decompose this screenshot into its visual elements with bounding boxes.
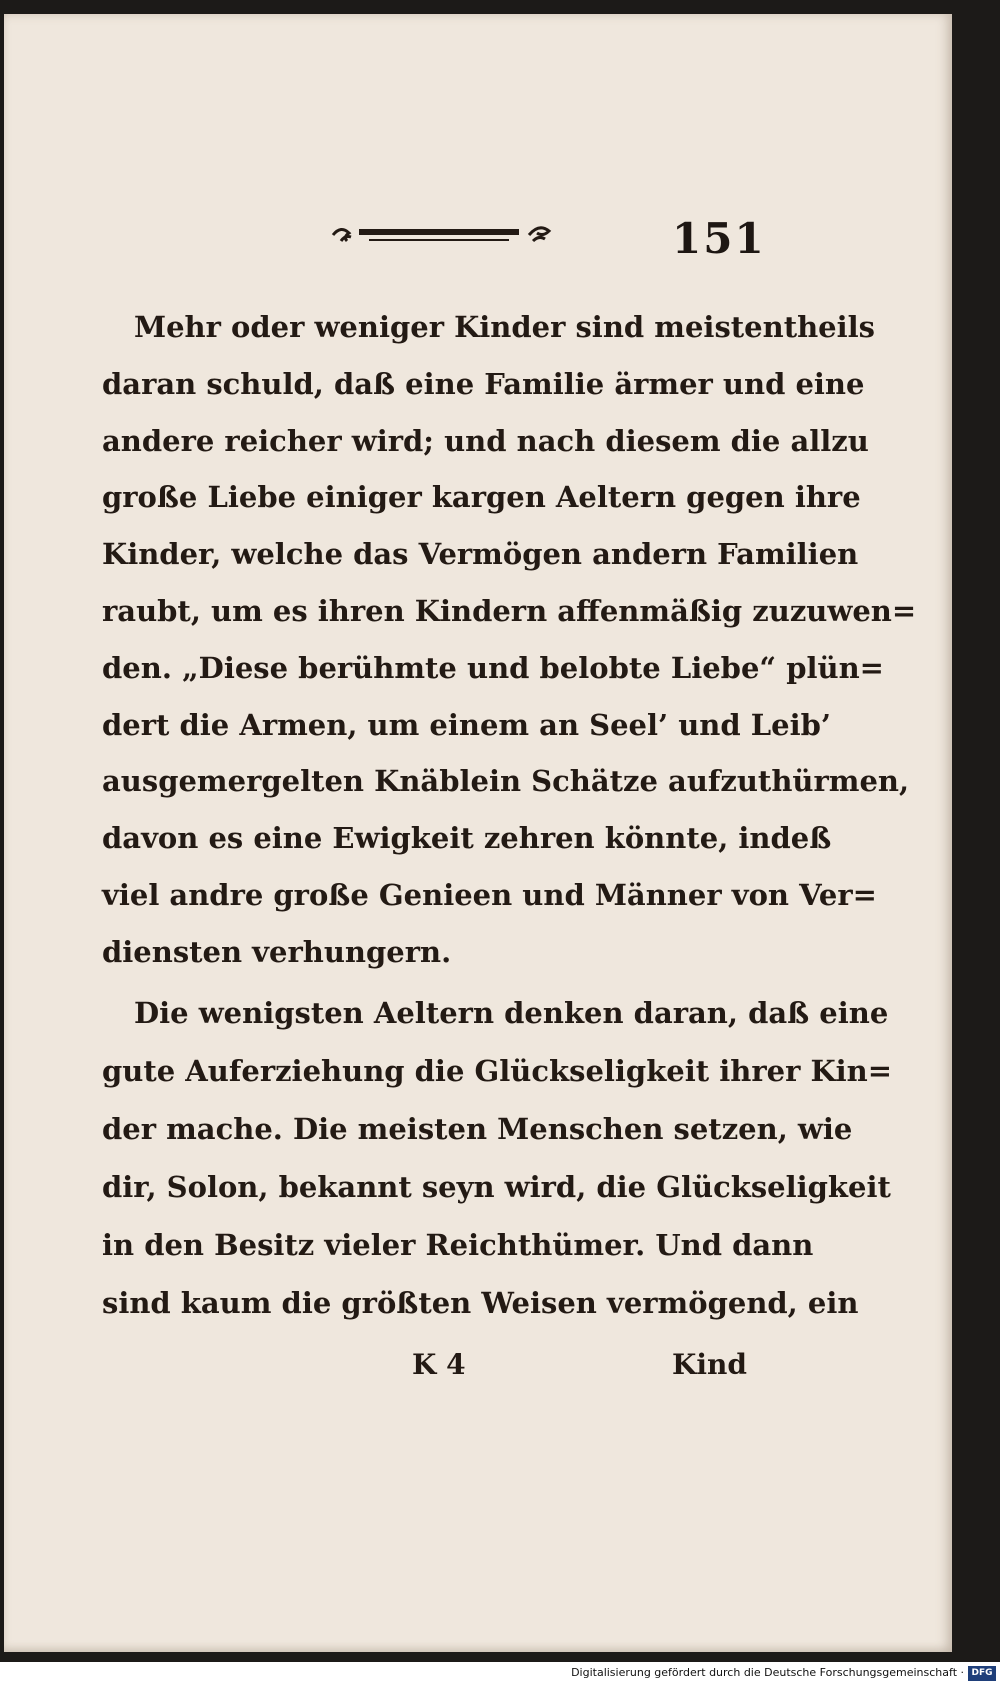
text-line: ausgemergelten Knäblein Schätze aufzuthürmen, — [102, 764, 910, 799]
text-line: gute Auferziehung die Glückseligkeit ihrer Kin= — [102, 1054, 893, 1088]
ornament-divider — [329, 219, 554, 249]
book-page — [4, 14, 952, 1652]
footer-credit: Digitalisierung gefördert durch die Deutsche Forschungsgemeinschaft · — [571, 1666, 964, 1679]
text-line: dir, Solon, bekannt seyn wird, die Glückseligkeit — [102, 1170, 891, 1204]
text-line: den. „Diese berühmte und belobte Liebe“ plün= — [102, 650, 884, 685]
text-line: Kinder, welche das Vermögen andern Familien — [102, 537, 859, 572]
text-line: daran schuld, daß eine Familie ärmer und eine — [102, 366, 865, 401]
text-line: dert die Armen, um einem an Seel’ und Leib’ — [102, 707, 831, 742]
text-line: große Liebe einiger kargen Aeltern gegen ihre — [102, 480, 861, 515]
paragraph-2 — [102, 984, 893, 1332]
page-number: 151 — [672, 214, 766, 263]
text-line: davon es eine Ewigkeit zehren könnte, indeß — [102, 821, 832, 856]
text-line: andere reicher wird; und nach diesem die allzu — [102, 423, 869, 458]
text-line: in den Besitz vieler Reichthümer. Und dann — [102, 1228, 814, 1262]
text-line: raubt, um es ihren Kindern affenmäßig zuzuwen= — [102, 593, 917, 628]
text-line: der mache. Die meisten Menschen setzen, wie — [102, 1112, 853, 1146]
text-line: viel andre große Genieen und Männer von Ver= — [102, 877, 877, 912]
text-line: diensten verhungern. — [102, 934, 452, 969]
signature-mark: K 4 — [412, 1348, 466, 1381]
text-line: Die wenigsten Aeltern denken daran, daß eine — [134, 996, 889, 1030]
footer-bar — [0, 1662, 1000, 1686]
catchword: Kind — [672, 1348, 747, 1381]
text-line: Mehr oder weniger Kinder sind meistentheils — [134, 310, 875, 344]
text-line: sind kaum die größten Weisen vermögend, ein — [102, 1286, 859, 1320]
paragraph-1 — [102, 299, 917, 981]
dfg-logo-icon: DFG — [968, 1666, 996, 1681]
